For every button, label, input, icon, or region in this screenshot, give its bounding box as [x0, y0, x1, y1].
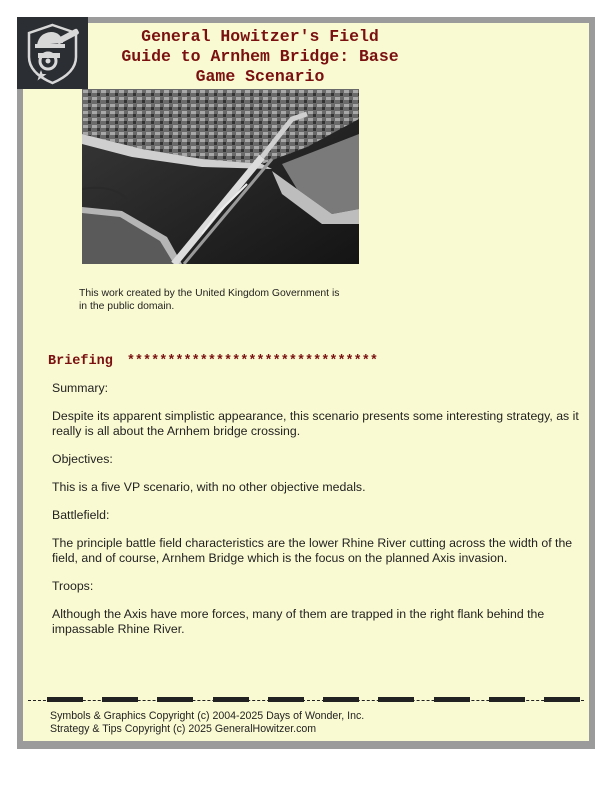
- caption-line-2: in the public domain.: [79, 300, 175, 312]
- footer-copyright: [50, 710, 550, 735]
- footer-divider-block: [378, 697, 414, 702]
- briefing-heading: [48, 354, 378, 369]
- section-text-objectives: This is a five VP scenario, with no other objective medals.: [52, 480, 366, 494]
- section-label-battlefield: Battlefield:: [52, 508, 110, 522]
- footer-divider-block: [157, 697, 193, 702]
- footer-divider-block: [323, 697, 359, 702]
- title-line-2: Guide to Arnhem Bridge: Base: [121, 47, 399, 66]
- howitzer-badge-icon: [17, 17, 88, 89]
- section-label-troops: Troops:: [52, 579, 94, 593]
- footer-divider-block: [268, 697, 304, 702]
- footer-line-1: Symbols & Graphics Copyright (c) 2004-2025 Days of Wonder, Inc.: [50, 710, 365, 722]
- footer-divider-block: [434, 697, 470, 702]
- section-label-objectives: Objectives:: [52, 452, 113, 466]
- caption-line-1: This work created by the United Kingdom Government is: [79, 288, 340, 299]
- section-text-troops: Although the Axis have more forces, many of them are trapped in the right flank behind the impassable Rhine River.: [52, 607, 545, 636]
- section-text-summary: Despite its apparent simplistic appearance, this scenario presents some interesting strategy, as it really is all about the Arnhem bridge crossing.: [52, 409, 579, 438]
- briefing-label: Briefing: [48, 354, 113, 369]
- section-label-summary: Summary:: [52, 381, 109, 395]
- arnhem-bridge-aerial-photo: [82, 89, 359, 264]
- title-line-3: Game Scenario: [195, 67, 325, 86]
- page-title: [90, 27, 430, 87]
- footer-divider-block: [213, 697, 249, 702]
- footer-divider-block: [102, 697, 138, 702]
- footer-line-2: Strategy & Tips Copyright (c) 2025 GeneralHowitzer.com: [50, 722, 317, 735]
- general-howitzer-logo: [17, 17, 88, 89]
- title-line-1: General Howitzer's Field: [141, 27, 379, 46]
- footer-divider-block: [544, 697, 580, 702]
- briefing-stars: *******************************: [126, 354, 378, 369]
- footer-divider-block: [489, 697, 525, 702]
- briefing-content: [52, 381, 582, 650]
- photo-caption: [79, 288, 379, 313]
- section-text-battlefield: The principle battle field characteristics are the lower Rhine River cutting across the width of the field, and of course, Arnhem Bridge which is the focus on the planned Axis invasion.: [52, 536, 573, 565]
- footer-divider-block: [47, 697, 83, 702]
